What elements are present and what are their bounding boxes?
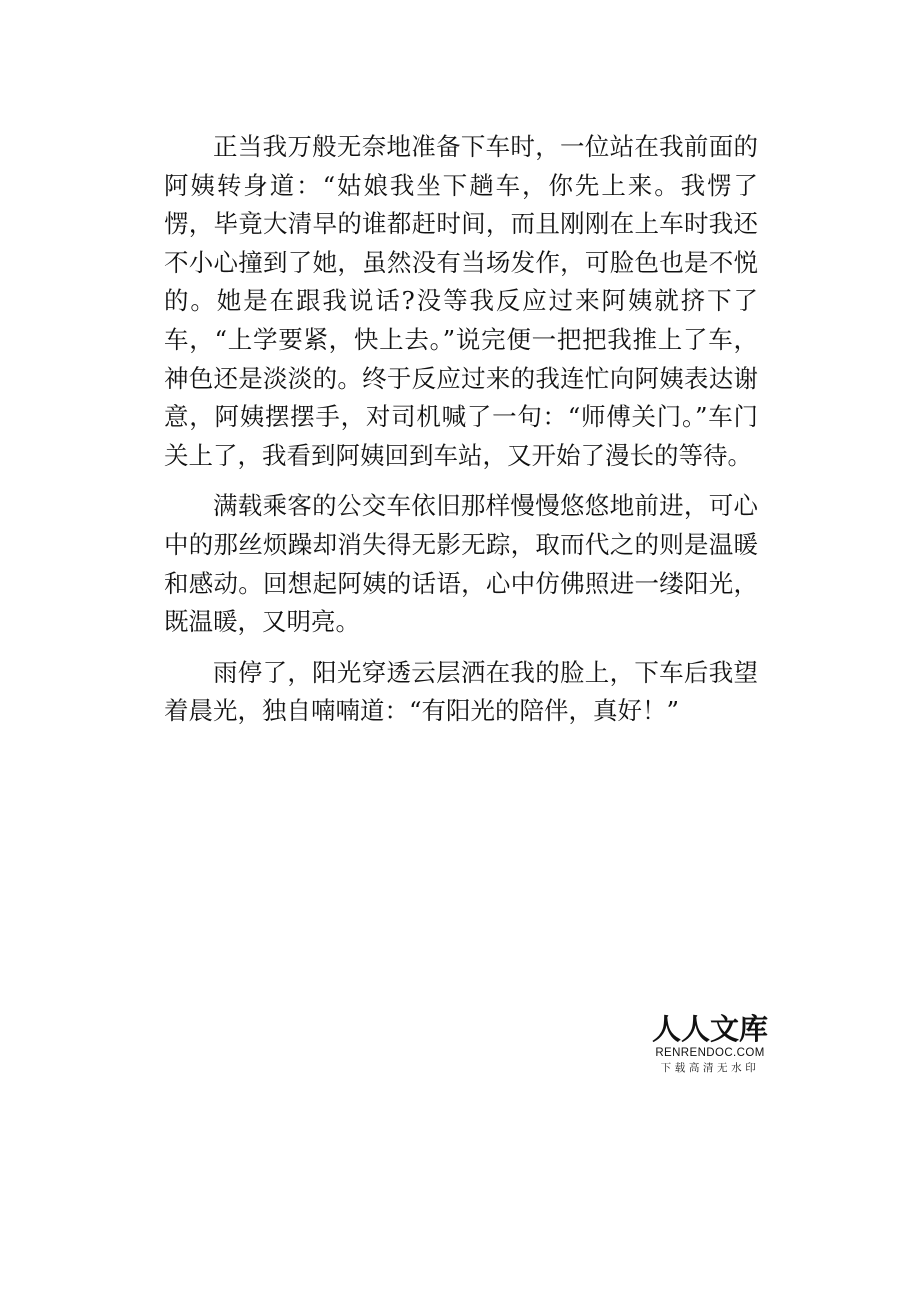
article-body — [164, 128, 758, 743]
watermark-url: RENRENDOC.COM — [655, 1047, 765, 1059]
watermark-brand: 人人文库 — [651, 1012, 768, 1046]
paragraph-3: 雨停了，阳光穿透云层洒在我的脸上，下车后我望着晨光，独自喃喃道：“有阳光的陪伴，真好！” — [164, 657, 758, 726]
paragraph-2: 满载乘客的公交车依旧那样慢慢悠悠地前进，可心中的那丝烦躁却消失得无影无踪，取而代之的则是温暖和感动。回想起阿姨的话语，心中仿佛照进一缕阳光，既温暖，又明亮。 — [164, 491, 758, 637]
paragraph-1: 正当我万般无奈地准备下车时，一位站在我前面的阿姨转身道：“姑娘我坐下趟车，你先上来。我愣了愣，毕竟大清早的谁都赶时间，而且刚刚在上车时我还不小心撞到了她，虽然没有当场发作，可脸色也是不悦的。她是在跟我说话?没等我反应过来阿姨就挤下了车，“上学要紧，快上去。”说完便一把把我推上了车，神色还是淡淡的。终于反应过来的我连忙向阿姨表达谢意，阿姨摆摆手，对司机喊了一句：“师傅关门。”车门关上了，我看到阿姨回到车站，又开始了漫长的等待。 — [164, 132, 758, 470]
watermark-logo — [648, 1012, 772, 1075]
watermark-tagline: 下载高清无水印 — [660, 1062, 760, 1074]
